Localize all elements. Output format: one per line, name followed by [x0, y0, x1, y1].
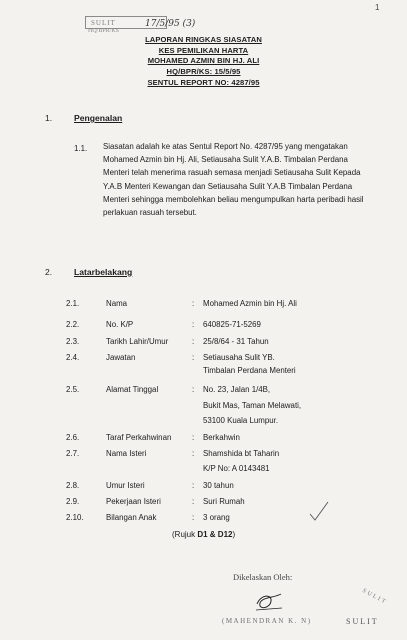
row-value: Mohamed Azmin bin Hj. Ali: [203, 299, 297, 308]
row-value: Berkahwin: [203, 433, 240, 442]
reference-prefix: (Rujuk: [172, 530, 198, 539]
stamp-label: SULIT: [91, 19, 116, 27]
row-label: Taraf Perkahwinan: [106, 433, 172, 442]
page-number: 1: [375, 3, 380, 12]
row-label: Nama Isteri: [106, 449, 147, 458]
row-number: 2.10.: [66, 513, 84, 522]
row-colon: :: [192, 433, 195, 442]
title-line-4: HQ/BPR/KS: 15/5/95: [166, 67, 241, 76]
row-number: 2.8.: [66, 481, 80, 490]
row-colon: :: [192, 299, 195, 308]
stamp-sub: HQ/BPR/KS: [88, 28, 120, 34]
row-label: Tarikh Lahir/Umur: [106, 337, 169, 346]
row-label: Nama: [106, 299, 128, 308]
title-line-5: SENTUL REPORT NO: 4287/95: [147, 78, 260, 87]
row-colon: :: [192, 385, 195, 394]
row-number: 2.2.: [66, 320, 80, 329]
reference-note: [172, 530, 235, 539]
title-line-1: LAPORAN RINGKAS SIASATAN: [145, 35, 262, 44]
row-number: 2.5.: [66, 385, 80, 394]
row-colon: :: [192, 513, 195, 522]
row-number: 2.4.: [66, 353, 80, 362]
row-value: Suri Rumah: [203, 497, 245, 506]
row-value-line-2: Bukit Mas, Taman Melawati,: [203, 401, 302, 410]
row-number: 2.1.: [66, 299, 80, 308]
row-value-line-3: 53100 Kuala Lumpur.: [203, 416, 279, 425]
signature-icon: [252, 588, 286, 614]
check-mark-icon: [308, 500, 330, 524]
row-colon: :: [192, 497, 195, 506]
title-line-3: MOHAMED AZMIN BIN HJ. ALI: [147, 56, 260, 65]
classified-by-label: Dikelaskan Oleh:: [233, 572, 293, 582]
row-label: No. K/P: [106, 320, 134, 329]
handwritten-reference: 17/5/95 (3): [145, 19, 196, 29]
sulit-side-mark: SULIT: [361, 588, 388, 606]
row-number: 2.3.: [66, 337, 80, 346]
row-label: Jawatan: [106, 353, 136, 362]
section-2-heading: Latarbelakang: [74, 267, 133, 277]
section-1-number: 1.: [45, 113, 53, 123]
row-value: 640825-71-5269: [203, 320, 261, 329]
row-label: Bilangan Anak: [106, 513, 157, 522]
row-value-line-2: Timbalan Perdana Menteri: [203, 366, 296, 375]
row-value: 3 orang: [203, 513, 230, 522]
row-value: 30 tahun: [203, 481, 234, 490]
row-value-line-2: K/P No: A 0143481: [203, 464, 270, 473]
row-colon: :: [192, 353, 195, 362]
row-value: 25/8/64 - 31 Tahun: [203, 337, 269, 346]
row-number: 2.9.: [66, 497, 80, 506]
row-value: Setiausaha Sulit YB.: [203, 353, 275, 362]
row-value: Shamshida bt Taharin: [203, 449, 280, 458]
row-colon: :: [192, 481, 195, 490]
row-number: 2.7.: [66, 449, 80, 458]
title-line-2: KES PEMILIKAN HARTA: [158, 46, 249, 55]
row-colon: :: [192, 320, 195, 329]
para-1-1-number: 1.1.: [74, 144, 88, 153]
row-number: 2.6.: [66, 433, 80, 442]
row-label: Umur Isteri: [106, 481, 145, 490]
row-label: Pekerjaan Isteri: [106, 497, 161, 506]
section-1-heading: Pengenalan: [74, 113, 123, 123]
para-1-1-text: Siasatan adalah ke atas Sentul Report No. 4287/95 yang mengatakan Mohamed Azmin bin Hj. Ali, Setiausaha Sulit Y.A.B. Timbalan Perdana Menteri telah menerima rasuah semasa menjadi Setiausaha Sulit Kepada Y.A.B Menteri Kewangan dan Setiausaha Sulit Y.A.B Timbalan Perdana Menteri sehingga membolehkan beliau mengumpulkan harta peribadi hasil perlakuan rasuah tersebut.: [103, 142, 364, 218]
reference-suffix: ): [232, 530, 236, 539]
section-2-number: 2.: [45, 267, 53, 277]
reference-docs: D1 & D12: [197, 530, 233, 539]
sulit-footer: SULIT: [346, 617, 379, 626]
row-value: No. 23, Jalan 1/4B,: [203, 385, 271, 394]
signer-name: (MAHENDRAN K. N): [222, 617, 312, 625]
row-label: Alamat Tinggal: [106, 385, 159, 394]
row-colon: :: [192, 337, 195, 346]
row-colon: :: [192, 449, 195, 458]
